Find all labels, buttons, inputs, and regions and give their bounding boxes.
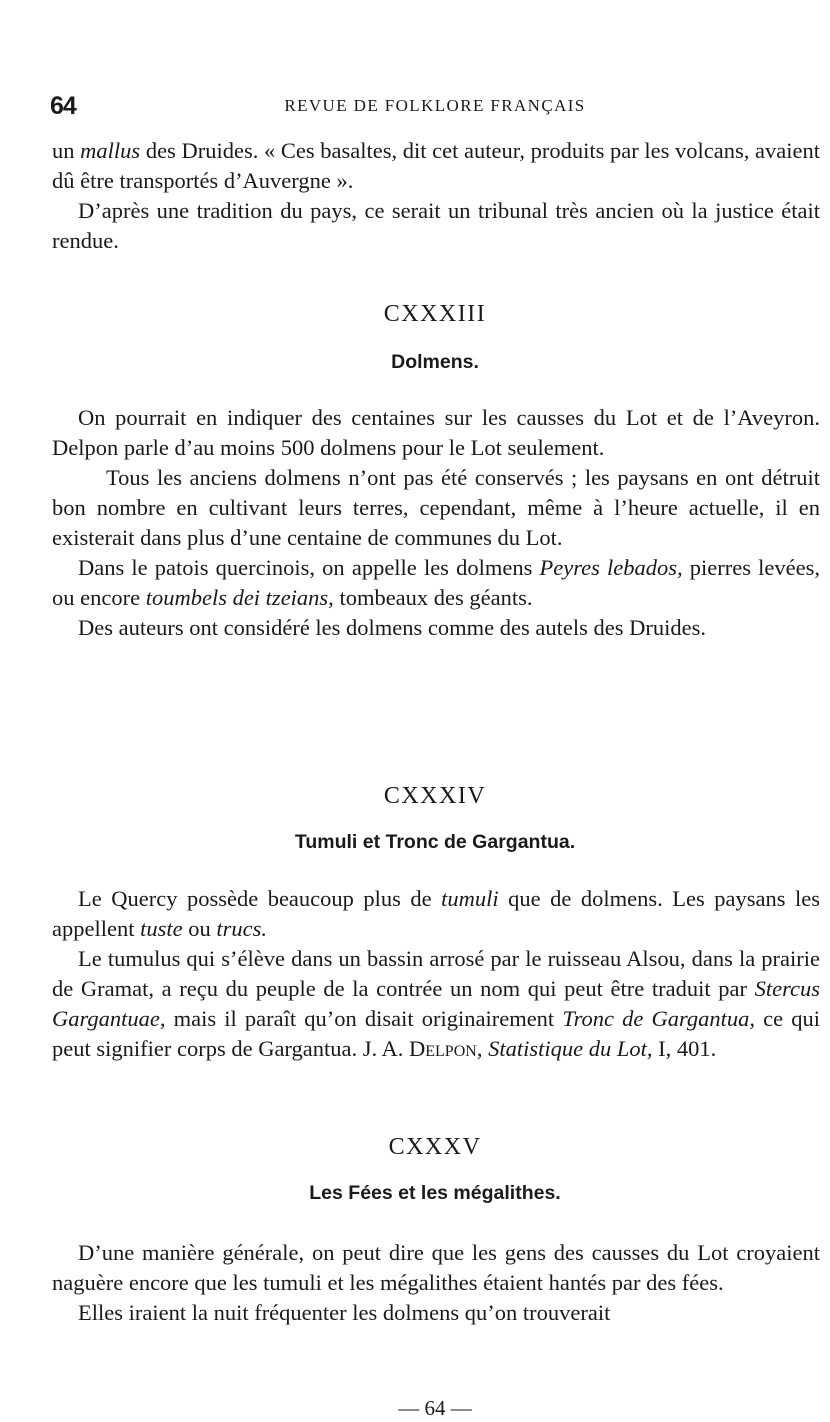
paragraph: On pourrait en indiquer des centaines sur les causses du Lot et de l’Aveyron. Delpon parle d’au moins 500 dolmens pour le Lot seulement. [52,405,820,460]
section-title: Tumuli et Tronc de Gargantua. [294,831,576,853]
paragraph: Dans le patois quercinois, on appelle les dolmens Peyres lebados, pierres levées, ou encore toumbels dei tzeians, tombeaux des géants. [52,555,820,610]
section-numeral: CXXXV [388,1134,482,1160]
header-page-number: 64 [50,92,76,120]
section-title: Les Fées et les mégalithes. [309,1182,561,1204]
paragraph: Le Quercy possède beaucoup plus de tumuli que de dolmens. Les paysans les appellent tuste ou trucs. [52,886,820,941]
paragraph: Tous les anciens dolmens n’ont pas été conservés ; les paysans en ont détruit bon nombre en cultivant leurs terres, cependant, même à l’heure actuelle, il en existerait dans plus d’une centaine de communes du Lot. [52,465,820,550]
section-body [52,884,820,1064]
paragraph: D’après une tradition du pays, ce serait un tribunal très ancien où la justice était rendue. [52,198,820,253]
author-name: Delpon [409,1036,477,1061]
paragraph: Des auteurs ont considéré les dolmens comme des autels des Druides. [78,615,706,640]
running-header-title: REVUE DE FOLKLORE FRANÇAIS [284,96,586,115]
section-numeral: CXXXIV [383,783,487,809]
section-body [52,1238,820,1328]
paragraph: D’une manière générale, on peut dire que les gens des causses du Lot croyaient naguère encore que les tumuli et les mégalithes étaient hantés par des fées. [52,1240,820,1295]
paragraph: Elles iraient la nuit fréquenter les dolmens qu’on trouverait [78,1300,611,1325]
section-title: Dolmens. [391,351,479,373]
section-body [52,403,820,643]
paragraph: Le tumulus qui s’élève dans un bassin arrosé par le ruisseau Alsou, dans la prairie de Gramat, a reçu du peuple de la contrée un nom qui peut être traduit par Stercus Gargantuae, mais il paraît qu’on disait originairement Tronc de Gargantua, ce qui peut signifier corps de Gargantua. J. A. Delpon, Statistique du Lot, I, 401. [52,946,821,1061]
section-numeral: CXXXIII [383,301,487,327]
footer-page-number: — 64 — [398,1396,472,1420]
intro-text [52,136,820,256]
paragraph: un mallus des Druides. « Ces basaltes, dit cet auteur, produits par les volcans, avaient dû être transportés d’Auvergne ». [52,138,820,193]
